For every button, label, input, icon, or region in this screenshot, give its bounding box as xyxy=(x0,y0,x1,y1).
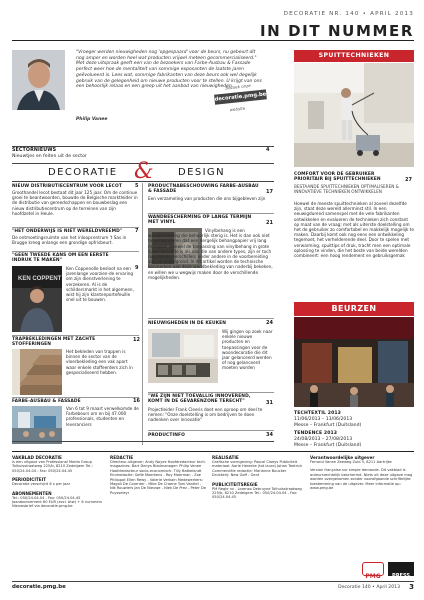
article-vinyl-page: 21 xyxy=(266,220,273,226)
article-farbe-body: Van 6 tot 9 maart verwelkomde de Farbebeurs om en bij 47.000 professionals, studenten en leveranciers xyxy=(66,406,139,427)
sectornieuws-top-rule xyxy=(12,146,274,147)
colophon-heading: VAKBLAD DECORATIE xyxy=(12,455,62,460)
article-trap-page: 12 xyxy=(133,337,140,343)
banner-left-word: DECORATIE xyxy=(48,167,118,178)
colophon-heading: REDACTIE xyxy=(110,455,134,460)
press-logo-text: PRESS xyxy=(392,573,410,579)
article-keuken-page: 24 xyxy=(266,320,273,326)
article-rule xyxy=(148,430,274,431)
article-rule xyxy=(148,392,274,393)
colophon-col-1 xyxy=(12,455,104,509)
colophon-col-2 xyxy=(110,455,206,495)
article-indruk-page: 9 xyxy=(135,265,139,271)
comfort-subtitle: BESTAANDE SPUITTECHNIEKEN OPTIMALISEREN & INNOVATIEVE TECHNIEKEN ONTWIKKELEN xyxy=(294,184,399,195)
beurzen-photo xyxy=(294,317,414,407)
stamp-url: decoratie.pmg.be xyxy=(214,89,267,104)
colophon-text: Directeur-uitgever: Andy Noyez Hoofdredacteur tech. magazines: Bart Denys Bladmanager: Philip Vanee Hoofdredacteur socio-economisch: Tilly Batkelandt Eindredactie: Sofie Moerkens - Roy Moerman - Zoe Philippot Ellen Rewy - Valerie Verkain Medewerkers: Magali De Corenter - Mike De Craene Tom Vantiel - Nik Rouwiers Jan De Nieuwe - Niek De Prez - Peter De Puysseleyr xyxy=(110,460,206,495)
pmg-logo xyxy=(362,562,384,580)
editor-portrait xyxy=(12,50,65,110)
article-rule xyxy=(12,251,139,252)
svg-text:KEN COPPENT: KEN COPPENT xyxy=(18,276,62,282)
footer-issue: Decoratie 140 • April 2013 xyxy=(338,585,400,590)
article-lecot-body: Groothandel lecot bestaat dit jaar 125 jaar. Om de continue groei te beantwoorden, bouwde de Belgische marktleider in de distributie van gereedschappen en bouwbeslag een nieuw distributiecentrum op de terreinen van zijn hoofdzetel in Heule. xyxy=(12,190,138,216)
colophon-heading: REALISATIE xyxy=(212,455,239,460)
beurs-event-1-place: Messe – Frankfurt (Duitsland) xyxy=(294,423,362,428)
press-logo xyxy=(388,562,414,579)
magazine-issue: DECORATIE NR. 140 • APRIL 2013 xyxy=(283,11,414,17)
banner-ampersand: & xyxy=(134,159,154,184)
pmg-logo-text: PMG xyxy=(365,573,381,580)
column-divider xyxy=(142,183,143,445)
sectornieuws-page: 4 xyxy=(266,147,270,153)
colophon-text: Tel.: 050/24.04.04 - Fax: 050/24.04.45 Jaarabonnement 60 EUR (excl. btw) + 6 nummers Nieuwsbrief via decoratie.pmg.be xyxy=(12,495,102,509)
colophon-col-4 xyxy=(310,455,414,490)
colophon-text: Version française sur simple demande. Dit vakblad is auteursrechtelijk beschermd. Niets uit deze uitgave mag worden overgenomen zonder voorafgaande schriftelijke toestemming van de uitgever. Meer informatie op: www.pmg.be xyxy=(310,468,413,491)
page-number: 3 xyxy=(409,583,414,591)
article-rule xyxy=(148,318,274,319)
article-keuken-title: NIEUWIGHEDEN IN DE KEUKEN xyxy=(148,321,227,326)
article-innovatie-title: "WE ZIJN NIET TOEVALLIG INNOVEREND, KOMT IN DE GEVARENZONE TERECHT" xyxy=(148,394,251,404)
article-indruk-photo xyxy=(12,266,62,332)
comfort-page: 27 xyxy=(405,177,412,183)
article-productinfo-title: PRODUCTINFO xyxy=(148,433,185,438)
beurs-event-2-dates: 24/08/2013 – 27/08/2013 xyxy=(294,437,353,442)
colophon-text: Ferrand Vanee Zeeweg Zuid 5, 8211 Aartrijke xyxy=(310,460,392,464)
comfort-body: Hoewel de meeste spuittechnieken al zoveel dezelfde zijn, staat deze wereld allerminst stil. In een eeuwigdurend samenspel met de vele fabrikanten ontwikkelen en evalueren de technieken zich constant op maat van de vraag; met als uiterste doelstelling om het de gebruiker zo comfortabel en makkelijk mogelijk te maken. Daarbij komt ook nog eens een ontwikkeling tegemoet, het verhelderende deel. Door te spelen met verwarming, spuittips of druk, tracht men een optimale oplossing te vinden, die het beste van beide werelden combineert: een hoog rendement en gebruiksgemak xyxy=(294,201,414,259)
stamp-bottom-label: website xyxy=(229,105,246,113)
article-trap-photo xyxy=(12,349,62,395)
colophon-text: Grafische vormgeving: Pascal Claeys Publiciteit materiaal: Aarle Horecke (tot laura) Johan Teetrick Commerciële redactie: Marianne Boucker Drukkerij: New Goff - Gent xyxy=(212,460,303,478)
article-indruk-title: "GEEN TWEEDE KANS OM EEN EERSTE INDRUK TE MAKEN" xyxy=(12,253,109,263)
article-keuken-photo xyxy=(148,329,218,383)
beurs-event-2-name: TENDENCE 2013 xyxy=(294,431,338,436)
colophon-heading: ABONNEMENTEN xyxy=(12,490,52,496)
colophon-text: is een uitgave van Professional Media Group Tolhuisstraatweg 225/b, 8210 Zedelgem Tel.: 050/24.04.04 - Fax: 050/24.04.45 xyxy=(12,460,93,473)
article-rule xyxy=(12,227,139,228)
toc-bottom-rule xyxy=(12,441,274,442)
editorial-text: "Vroeger werden nieuwigheden nog 'opgespaard' voor de beurs, nu gebeurt dit nog amper en worden heel wat producten vrijwel meteen gecommercialiseerd." Met deze uitspraak geeft een van de bezoekers van Farbe-Ausbau & Fassade perfect weer hoe de mentaliteit van sommige exposanten de laatste jaren geëvolueerd is. Lees wat, sommige fabrikanten van deze beurs ook wel degelijk gebruik van de gelegenheid om nieuwe producten voor te stellen. U krijgt van ons een behoorlijk relaas en een greep uit het aanbod van nieuwigheden. xyxy=(76,50,262,90)
spuittechnieken-photo xyxy=(294,63,414,167)
article-farbe-page: 16 xyxy=(133,398,140,404)
sectornieuws-sub: Nieuwtjes en feiten uit de sector xyxy=(12,154,87,159)
article-productnabeschouwing-body: Een verzameling van producten die ons bijgebleven zijn xyxy=(148,196,266,201)
footer-site-link[interactable]: decoratie.pmg.be xyxy=(12,584,66,590)
article-indruk-body: Ken Coppenolle besloot na een jarenlange voorzien-de ervaring om zijn dienstverlening te verzekeren. Al is de schildersmarkt in het algemeen, wist hij zijn klantenportefeuille snel uit te bouwen. xyxy=(66,266,134,303)
article-vinyl-title: WANDBESCHERMING OP LANGE TERMIJN MET VINYL xyxy=(148,215,252,225)
article-productinfo-page: 34 xyxy=(266,432,273,438)
colophon-text: Decoratie verschijnt 6 x per jaar xyxy=(12,482,71,487)
spuittechnieken-label: SPUITTECHNIEKEN xyxy=(294,50,414,62)
banner-right-word: DESIGN xyxy=(178,167,225,178)
article-onderwijs-body: De ontmoetingsruimte van het inloopcentrum 't Sas in Brugge kreeg onlangs een grondige opfrisbeurt. xyxy=(12,235,127,246)
article-onderwijs-page: 7 xyxy=(135,228,139,234)
article-lecot-title: NIEUW DISTRIBUTIECENTRUM VOOR LECOT xyxy=(12,184,122,189)
article-rule xyxy=(12,335,139,336)
article-trap-title: TRAPBEKLEDINGEN MET ZACHTE STOFFERINGEN xyxy=(12,337,96,347)
beurzen-label: BEURZEN xyxy=(294,302,414,316)
article-innovatie-page: 31 xyxy=(266,400,273,406)
website-stamp[interactable] xyxy=(213,81,268,122)
article-onderwijs-title: "HET ONDERWIJS IS NIET WERELDVREEMD" xyxy=(12,229,123,234)
article-innovatie-body: Projectleider Frank Cleeris doet een oproep om deel te nemen: "Onze doelstelling is om bedrijven te doen nadenken over innovatie" xyxy=(148,407,263,423)
colophon-text: PM Regie nv - Lorenzo Debruyne Tolhuisstraatweg 225/b, 8210 Zedelgem Tel.: 050/24.04.04 - Fax: 050/24.04.45 xyxy=(212,486,302,500)
article-rule xyxy=(148,213,274,214)
beurs-event-2-place: Messe – Frankfurt (Duitsland) xyxy=(294,443,362,448)
article-rule xyxy=(12,397,139,398)
beurs-event-1-name: TECHTEXTIL 2013 xyxy=(294,411,341,416)
article-productnabeschouwing-page: 17 xyxy=(266,189,273,195)
comfort-title: COMFORT VOOR DE GEBRUIKER PRIORITAIR BIJ SPUITTECHNIEKEN xyxy=(294,172,381,182)
colophon-top-rule xyxy=(12,451,414,452)
stamp-top-label: Bezoek onze xyxy=(225,82,251,91)
article-lecot-page: 5 xyxy=(135,183,139,189)
colophon-heading: PERIODICITEIT xyxy=(12,477,47,483)
editor-signature: Philip Vanee xyxy=(76,117,108,122)
banner-bottom-rule xyxy=(12,181,274,182)
footer-rule xyxy=(12,581,414,582)
article-trap-body: Het bekleden van trappen is binnen de sector van de vloerbekleding een vak apart waar enkele stoffeerders zich in gespecialiseerd hebben. xyxy=(66,349,133,375)
sectornieuws-title: SECTORNIEUWS xyxy=(12,148,57,153)
colophon-heading: PUBLICITEITSREGIE xyxy=(212,481,258,487)
article-keuken-body: Wij gingen op zoek naar enkele nieuwe producten en toepassingen voor de woondecoratie die dit jaar gelanceerd werden of nog gelanceerd moeten worden xyxy=(222,329,273,371)
article-vinyl-body: Vinylbehang is een wandbekleding die behoorlijk sterig is. Het is dan ook niet te verwonderen dat een dergelijk behangpapier vrij lang meegaat. Hoewel de toepassing van vinylbehang in grote lijnen dezelfde is als van die van andere types, zijn er toch nog enkele verschillen; onder andere in de voorbereiding van de ondergrond. In dit artikel worden de technische kenmerken van deze wandbekleding van naderbij bekeken, en willen we u wegwijs maken door de verschillende mogelijkheden. xyxy=(148,228,273,280)
header-rule xyxy=(12,40,414,41)
colophon-col-3 xyxy=(212,455,304,500)
article-productnabeschouwing-title: PRODUCTNABESCHOUWING FARBE-AUSBAU & FASSADE xyxy=(148,184,259,194)
article-farbe-photo xyxy=(12,406,62,444)
beurs-event-1-dates: 11/06/2013 – 13/06/2013 xyxy=(294,417,353,422)
colophon-heading: Verantwoordelijke uitgever xyxy=(310,455,375,460)
page-title: IN DIT NUMMER xyxy=(259,22,414,40)
article-farbe-title: FARBE-AUSBAU & FASSADE xyxy=(12,399,81,404)
